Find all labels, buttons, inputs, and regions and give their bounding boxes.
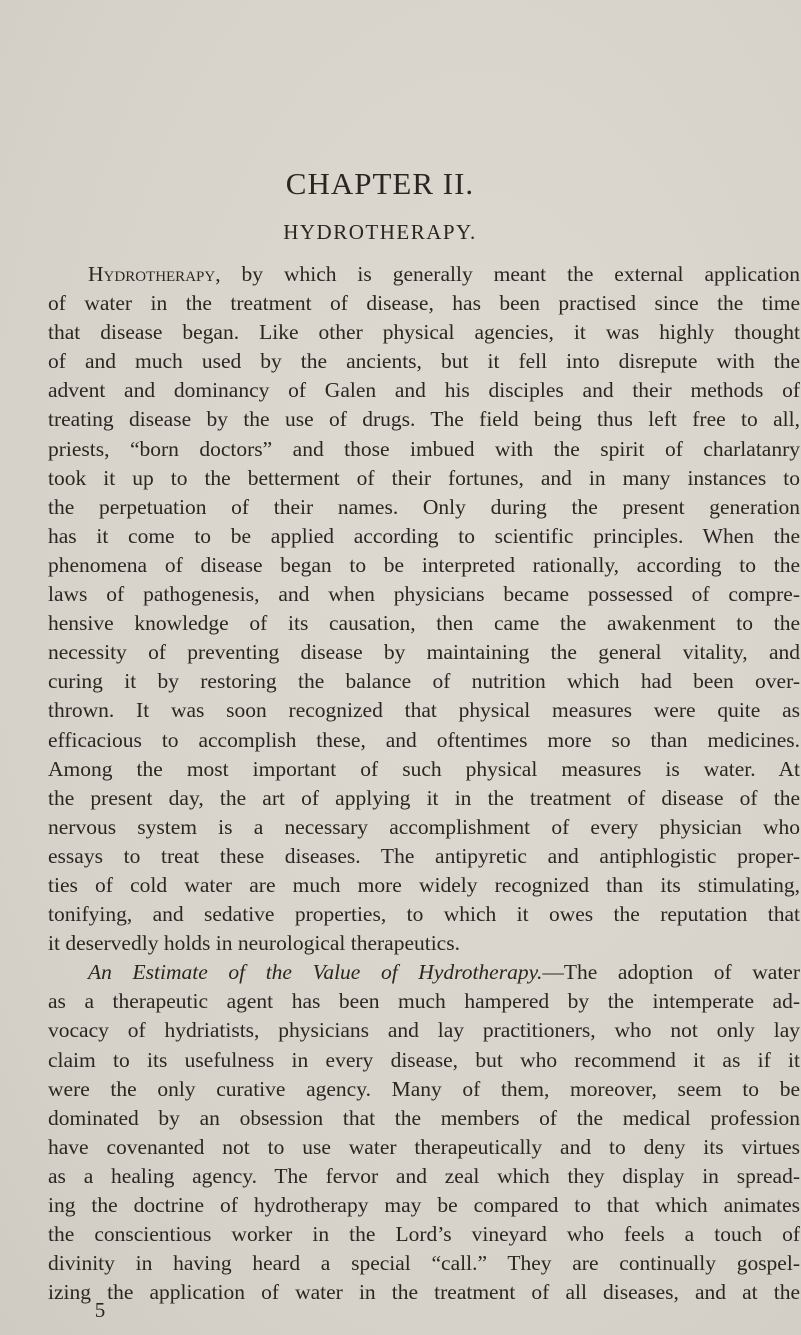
text-line: as a healing agency. The fervor and zeal which they display in spread-	[48, 1163, 800, 1188]
text-line: of water in the treatment of disease, has been practised since the time	[48, 291, 800, 316]
text-line: vocacy of hydriatists, physicians and lay practitioners, who not only lay	[48, 1018, 800, 1043]
text-line	[48, 260, 800, 289]
text-line: as a therapeutic agent has been much hampered by the intemperate ad-	[48, 989, 800, 1014]
text-line: tonifying, and sedative properties, to which it owes the reputation that	[48, 902, 800, 927]
text-line: izing the application of water in the treatment of all diseases, and at the	[48, 1280, 800, 1305]
page-number: 5	[94, 1298, 106, 1322]
text-line: thrown. It was soon recognized that physical measures were quite as	[48, 698, 800, 723]
text-line: ing the doctrine of hydrotherapy may be compared to that which animates	[48, 1193, 800, 1217]
text-line: has it come to be applied according to scientific principles. When the	[48, 523, 800, 548]
lead-word: Hydrotherapy	[88, 262, 216, 286]
text-line: necessity of preventing disease by maintaining the general vitality, and	[48, 640, 800, 665]
text-line: of and much used by the ancients, but it fell into disrepute with the	[48, 349, 800, 374]
section-title: HYDROTHERAPY.	[283, 220, 477, 244]
body-text	[48, 260, 800, 1307]
text-line: divinity in having heard a special “call.” They are continually gospel-	[48, 1251, 800, 1276]
text-line: were the only curative agency. Many of them, moreover, seem to be	[48, 1076, 800, 1101]
text-line: the present day, the art of applying it in the treatment of disease of the	[48, 785, 800, 810]
text-line: took it up to the betterment of their fortunes, and in many instances to	[48, 465, 800, 490]
text-line: essays to treat these diseases. The antipyretic and antiphlogistic proper-	[48, 843, 800, 868]
text-line: treating disease by the use of drugs. The field being thus left free to all,	[48, 407, 800, 432]
text-line: it deservedly holds in neurological therapeutics.	[48, 931, 460, 956]
text-line: that disease began. Like other physical agencies, it was highly thought	[48, 320, 800, 345]
text-line: dominated by an obsession that the members of the medical profession	[48, 1105, 800, 1130]
text-line	[48, 958, 800, 987]
text-line: claim to its usefulness in every disease, but who recommend it as if it	[48, 1047, 800, 1072]
text-line: efficacious to accomplish these, and oftentimes more so than medicines.	[48, 727, 800, 752]
text-line: priests, “born doctors” and those imbued with the spirit of charlatanry	[48, 436, 800, 461]
chapter-title: CHAPTER II.	[285, 166, 475, 201]
text-line-rest: , by which is generally meant the external application	[215, 262, 800, 286]
text-line: hensive knowledge of its causation, then came the awakenment to the	[48, 611, 800, 636]
text-line: nervous system is a necessary accomplishment of every physician who	[48, 814, 800, 839]
text-line: ties of cold water are much more widely recognized than its stimulating,	[48, 872, 800, 897]
text-line: laws of pathogenesis, and when physicians became possessed of compre-	[48, 582, 800, 607]
estimate-heading: An Estimate of the Value of Hydrotherapy.	[88, 960, 543, 985]
text-line: the conscientious worker in the Lord’s vineyard who feels a touch of	[48, 1222, 800, 1247]
text-line: phenomena of disease began to be interpreted rationally, according to the	[48, 552, 800, 577]
text-line-rest: —The adoption of water	[542, 960, 800, 985]
text-line: advent and dominancy of Galen and his disciples and their methods of	[48, 378, 800, 403]
text-line: curing it by restoring the balance of nutrition which had been over-	[48, 669, 800, 694]
text-line: have covenanted not to use water therapeutically and to deny its virtues	[48, 1134, 800, 1159]
text-line: the perpetuation of their names. Only during the present generation	[48, 494, 800, 519]
text-line: Among the most important of such physical measures is water. At	[48, 756, 800, 781]
